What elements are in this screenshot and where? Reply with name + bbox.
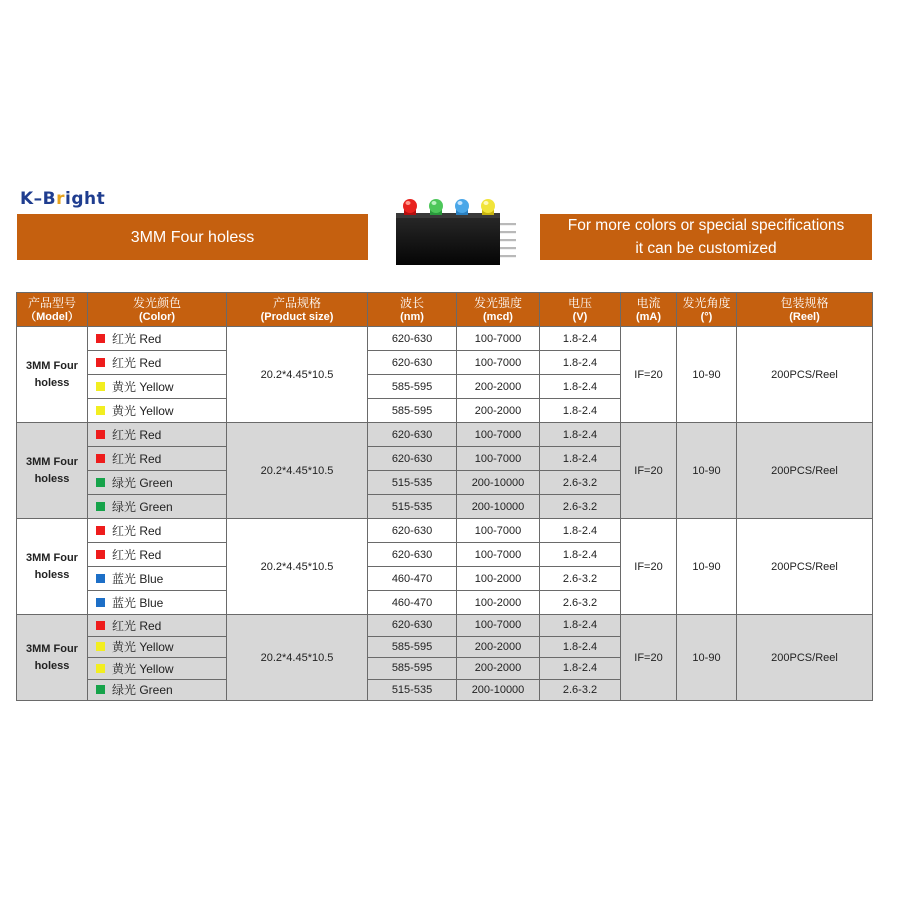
table-row	[17, 615, 873, 637]
color-cell: 红光 Red	[88, 327, 227, 351]
color-swatch-icon	[96, 358, 105, 367]
voltage-cell: 1.8-2.4	[540, 543, 621, 567]
color-swatch-icon	[96, 334, 105, 343]
wavelength-cell: 620-630	[368, 327, 457, 351]
angle-cell: 10-90	[677, 327, 737, 423]
model-cell: 3MM Four holess	[17, 327, 88, 423]
intensity-cell: 200-2000	[457, 375, 540, 399]
led-blue-icon	[455, 199, 469, 215]
table-header-row	[17, 293, 873, 327]
color-swatch-icon	[96, 574, 105, 583]
voltage-cell: 1.8-2.4	[540, 423, 621, 447]
customization-line-2: it can be customized	[635, 240, 777, 257]
intensity-cell: 200-10000	[457, 679, 540, 701]
voltage-cell: 2.6-3.2	[540, 471, 621, 495]
group-4	[17, 615, 873, 701]
color-cell: 绿光 Green	[88, 495, 227, 519]
header-current: 电流 (mA)	[621, 293, 677, 327]
wavelength-cell: 620-630	[368, 615, 457, 637]
intensity-cell: 100-7000	[457, 351, 540, 375]
intensity-cell: 200-2000	[457, 399, 540, 423]
size-cell: 20.2*4.45*10.5	[227, 519, 368, 615]
intensity-cell: 200-2000	[457, 636, 540, 658]
wavelength-cell: 620-630	[368, 519, 457, 543]
color-cell: 绿光 Green	[88, 471, 227, 495]
led-yellow-icon	[481, 199, 495, 215]
color-swatch-icon	[96, 598, 105, 607]
intensity-cell: 200-2000	[457, 658, 540, 680]
wavelength-cell: 460-470	[368, 591, 457, 615]
product-image	[390, 193, 520, 269]
voltage-cell: 1.8-2.4	[540, 327, 621, 351]
intensity-cell: 100-7000	[457, 543, 540, 567]
current-cell: IF=20	[621, 327, 677, 423]
intensity-cell: 100-7000	[457, 519, 540, 543]
group-3	[17, 519, 873, 615]
customization-line-1: For more colors or special specifications	[567, 217, 845, 234]
voltage-cell: 2.6-3.2	[540, 567, 621, 591]
header-intensity: 发光强度 (mcd)	[457, 293, 540, 327]
color-swatch-icon	[96, 664, 105, 673]
color-swatch-icon	[96, 502, 105, 511]
angle-cell: 10-90	[677, 423, 737, 519]
color-swatch-icon	[96, 526, 105, 535]
intensity-cell: 100-2000	[457, 567, 540, 591]
color-swatch-icon	[96, 550, 105, 559]
intensity-cell: 100-7000	[457, 615, 540, 637]
color-swatch-icon	[96, 621, 105, 630]
color-cell: 黄光 Yellow	[88, 399, 227, 423]
wavelength-cell: 620-630	[368, 447, 457, 471]
group-1	[17, 327, 873, 423]
table-row	[17, 423, 873, 447]
color-swatch-icon	[96, 382, 105, 391]
header-model: 产品型号 （Model）	[17, 293, 88, 327]
color-swatch-icon	[96, 406, 105, 415]
voltage-cell: 1.8-2.4	[540, 615, 621, 637]
logo-text-r: r	[56, 189, 66, 209]
intensity-cell: 200-10000	[457, 471, 540, 495]
wavelength-cell: 585-595	[368, 636, 457, 658]
angle-cell: 10-90	[677, 615, 737, 701]
color-swatch-icon	[96, 430, 105, 439]
wavelength-cell: 620-630	[368, 543, 457, 567]
header-size: 产品规格 (Product size)	[227, 293, 368, 327]
voltage-cell: 1.8-2.4	[540, 447, 621, 471]
color-swatch-icon	[96, 642, 105, 651]
color-cell: 绿光 Green	[88, 679, 227, 701]
connector-pins	[498, 223, 516, 257]
spec-table	[16, 292, 873, 701]
intensity-cell: 100-2000	[457, 591, 540, 615]
color-cell: 黄光 Yellow	[88, 658, 227, 680]
current-cell: IF=20	[621, 615, 677, 701]
header-angle: 发光角度 (°)	[677, 293, 737, 327]
intensity-cell: 200-10000	[457, 495, 540, 519]
color-cell: 黄光 Yellow	[88, 636, 227, 658]
current-cell: IF=20	[621, 519, 677, 615]
voltage-cell: 1.8-2.4	[540, 375, 621, 399]
voltage-cell: 1.8-2.4	[540, 399, 621, 423]
color-cell: 红光 Red	[88, 447, 227, 471]
wavelength-cell: 620-630	[368, 351, 457, 375]
wavelength-cell: 620-630	[368, 423, 457, 447]
header-color: 发光颜色 (Color)	[88, 293, 227, 327]
voltage-cell: 1.8-2.4	[540, 636, 621, 658]
color-cell: 红光 Red	[88, 615, 227, 637]
table-row	[17, 519, 873, 543]
color-cell: 黄光 Yellow	[88, 375, 227, 399]
wavelength-cell: 460-470	[368, 567, 457, 591]
product-title: 3MM Four holess	[130, 228, 255, 246]
voltage-cell: 1.8-2.4	[540, 519, 621, 543]
wavelength-cell: 515-535	[368, 495, 457, 519]
header-wavelength: 波长 (nm)	[368, 293, 457, 327]
color-swatch-icon	[96, 454, 105, 463]
angle-cell: 10-90	[677, 519, 737, 615]
customization-banner	[540, 214, 872, 260]
model-cell: 3MM Four holess	[17, 615, 88, 701]
reel-cell: 200PCS/Reel	[737, 423, 873, 519]
voltage-cell: 1.8-2.4	[540, 351, 621, 375]
color-cell: 蓝光 Blue	[88, 591, 227, 615]
logo-text-a: K–B	[20, 189, 57, 209]
intensity-cell: 100-7000	[457, 423, 540, 447]
group-2	[17, 423, 873, 519]
color-cell: 蓝光 Blue	[88, 567, 227, 591]
color-cell: 红光 Red	[88, 543, 227, 567]
reel-cell: 200PCS/Reel	[737, 615, 873, 701]
color-swatch-icon	[96, 685, 105, 694]
intensity-cell: 100-7000	[457, 327, 540, 351]
size-cell: 20.2*4.45*10.5	[227, 423, 368, 519]
wavelength-cell: 585-595	[368, 658, 457, 680]
housing	[396, 213, 500, 265]
current-cell: IF=20	[621, 423, 677, 519]
logo-text-b: ight	[65, 189, 106, 209]
reel-cell: 200PCS/Reel	[737, 519, 873, 615]
voltage-cell: 1.8-2.4	[540, 658, 621, 680]
wavelength-cell: 515-535	[368, 471, 457, 495]
led-red-icon	[403, 199, 417, 215]
product-title-banner	[17, 214, 368, 260]
wavelength-cell: 585-595	[368, 399, 457, 423]
header-voltage: 电压 (V)	[540, 293, 621, 327]
wavelength-cell: 585-595	[368, 375, 457, 399]
model-cell: 3MM Four holess	[17, 519, 88, 615]
brand-logo	[20, 189, 105, 209]
intensity-cell: 100-7000	[457, 447, 540, 471]
voltage-cell: 2.6-3.2	[540, 679, 621, 701]
led-green-icon	[429, 199, 443, 215]
voltage-cell: 2.6-3.2	[540, 591, 621, 615]
table-row	[17, 327, 873, 351]
reel-cell: 200PCS/Reel	[737, 327, 873, 423]
color-cell: 红光 Red	[88, 519, 227, 543]
header-reel: 包装规格 (Reel)	[737, 293, 873, 327]
color-cell: 红光 Red	[88, 423, 227, 447]
size-cell: 20.2*4.45*10.5	[227, 327, 368, 423]
size-cell: 20.2*4.45*10.5	[227, 615, 368, 701]
wavelength-cell: 515-535	[368, 679, 457, 701]
color-swatch-icon	[96, 478, 105, 487]
color-cell: 红光 Red	[88, 351, 227, 375]
voltage-cell: 2.6-3.2	[540, 495, 621, 519]
model-cell: 3MM Four holess	[17, 423, 88, 519]
